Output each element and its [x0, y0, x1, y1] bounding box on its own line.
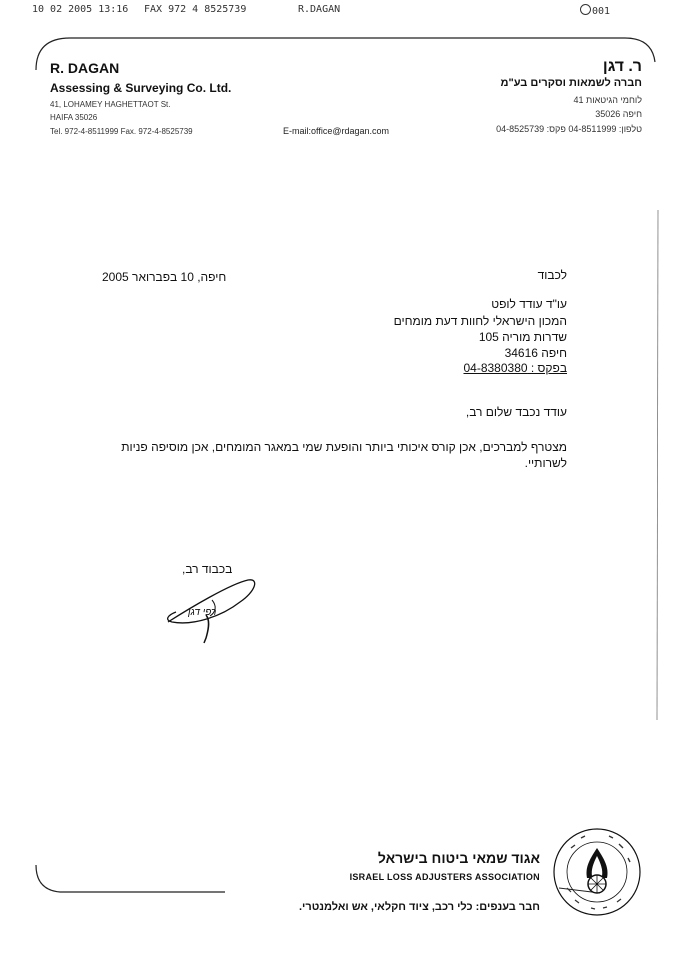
letter-date: חיפה, 10 בפברואר 2005 [102, 270, 227, 284]
greeting: עודד נכבד שלום רב, [465, 405, 567, 419]
phones-en: Tel. 972-4-8511999 Fax. 972-4-8525739 [50, 127, 193, 136]
company-name-he: ר. דגן [602, 58, 642, 75]
company-tagline-he: חברה לשמאות וסקרים בע"מ [500, 77, 642, 89]
fax-page-icon [580, 4, 591, 15]
recipient-name: עו"ד עודד לופט [491, 297, 567, 311]
recipient-fax: בפקס : 04-8380380 [463, 361, 567, 375]
body-line-2: לשרותיי. [524, 456, 567, 470]
body-line-1: מצטרף למברכים, אכן קורס איכותי ביותר והופעת שמי במאגר המומחים, אכן מוסיפה פניות [121, 440, 567, 454]
recipient-institute: המכון הישראלי לחוות דעת מומחים [393, 314, 567, 328]
address-city-en: HAIFA 35026 [50, 113, 98, 122]
phones-he: טלפון: 04-8511999 פקס: 04-8525739 [496, 124, 642, 134]
to-label: לכבוד [537, 268, 567, 282]
association-name-he: אגוד שמאי ביטוח בישראל [377, 850, 540, 866]
fax-number: FAX 972 4 8525739 [144, 4, 247, 15]
recipient-street: שדרות מוריה 105 [478, 330, 567, 344]
address-street-en: 41, LOHAMEY HAGHETTAOT St. [50, 100, 171, 109]
association-seal-icon [551, 826, 643, 918]
email: E-mail:office@rdagan.com [283, 126, 390, 136]
fax-page: 001 [580, 4, 610, 17]
closing: בכבוד רב, [182, 562, 233, 576]
association-name-en: ISRAEL LOSS ADJUSTERS ASSOCIATION [349, 872, 540, 882]
company-name-en: R. DAGAN [50, 60, 120, 76]
address-street-he: לוחמי הגיטאות 41 [573, 95, 642, 105]
address-city-he: חיפה 35026 [595, 109, 642, 119]
recipient-city: חיפה 34616 [504, 346, 567, 360]
signature-name: רפי דגן [188, 607, 217, 618]
fax-datetime: 10 02 2005 13:16 [32, 4, 129, 15]
fax-sender: R.DAGAN [298, 4, 341, 15]
company-tagline-en: Assessing & Surveying Co. Ltd. [50, 81, 232, 95]
branches: חבר בענפים: כלי רכב, ציוד חקלאי, אש ואלמנטרי. [299, 901, 540, 913]
